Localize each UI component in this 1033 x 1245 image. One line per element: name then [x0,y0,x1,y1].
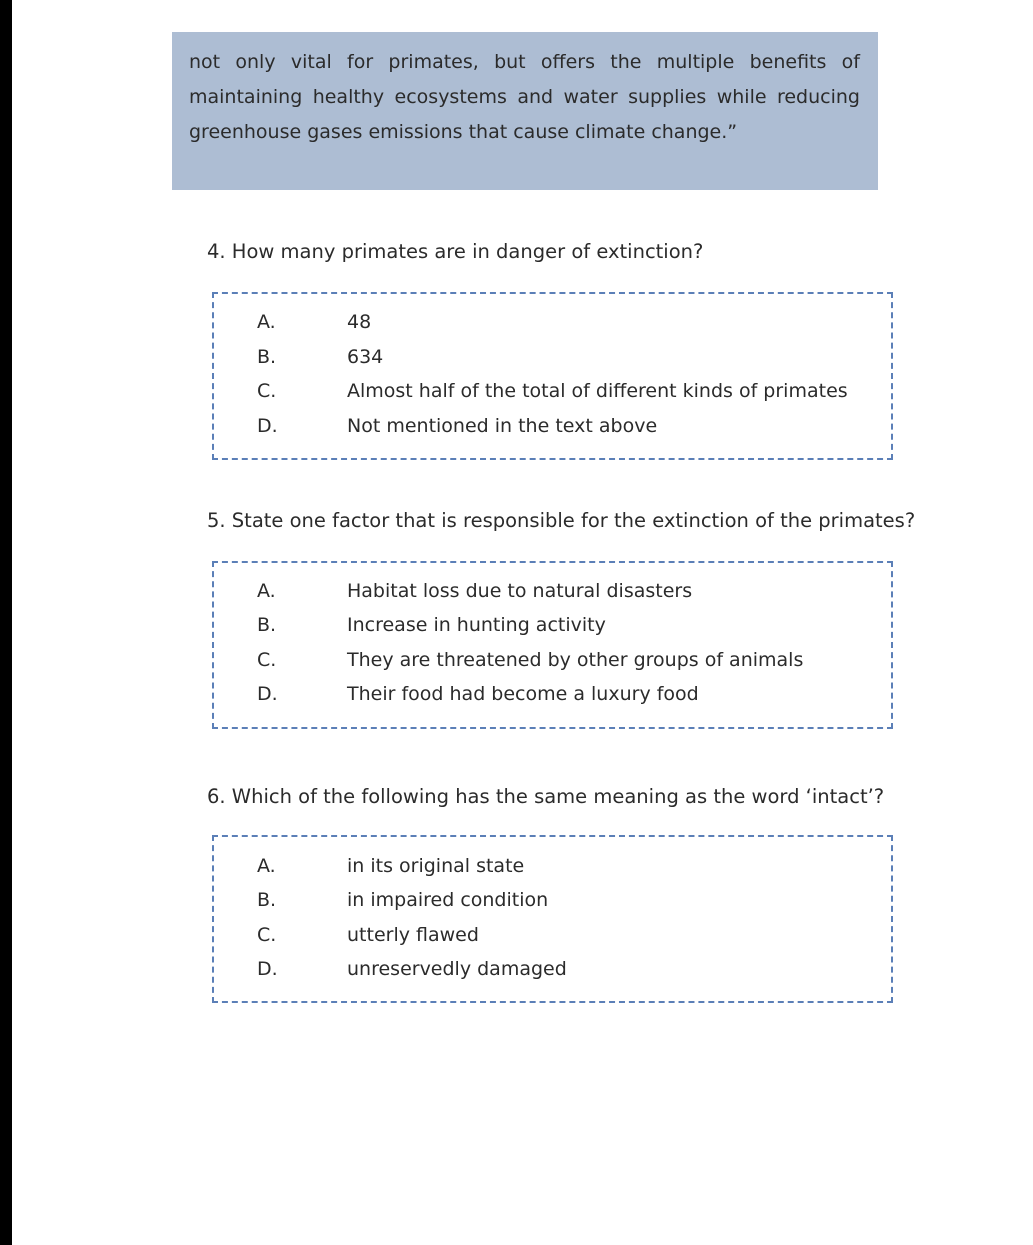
question-5-prompt: 5. State one factor that is responsible for the extinction of the primates? [207,509,916,532]
option-b[interactable] [214,346,891,376]
option-text: 634 [347,346,384,368]
option-d[interactable] [214,683,891,713]
option-letter: D. [257,415,278,437]
document-page [12,0,1033,1245]
option-text: in impaired condition [347,889,549,911]
option-letter: D. [257,683,278,705]
option-text: unreservedly damaged [347,958,567,980]
option-a[interactable] [214,855,891,885]
option-letter: D. [257,958,278,980]
option-text: Almost half of the total of different kinds of primates [347,380,848,402]
option-letter: C. [257,649,277,671]
option-text: Increase in hunting activity [347,614,606,636]
option-a[interactable] [214,580,891,610]
option-c[interactable] [214,924,891,954]
option-letter: C. [257,924,277,946]
question-6-options [212,835,893,1003]
option-b[interactable] [214,614,891,644]
option-text: Their food had become a luxury food [347,683,699,705]
option-letter: A. [257,311,276,333]
quote-text: not only vital for primates, but offers the multiple benefits of maintaining healthy ecosystems and water supplies while reducing greenhouse gases emissions that cause climate change.” [189,51,860,143]
option-letter: C. [257,380,277,402]
option-d[interactable] [214,415,891,445]
question-5-options [212,561,893,729]
option-letter: A. [257,855,276,877]
option-text: They are threatened by other groups of animals [347,649,804,671]
option-a[interactable] [214,311,891,341]
option-b[interactable] [214,889,891,919]
option-text: 48 [347,311,372,333]
option-text: utterly flawed [347,924,479,946]
question-4-prompt: 4. How many primates are in danger of extinction? [207,240,704,263]
option-letter: B. [257,346,277,368]
option-text: Habitat loss due to natural disasters [347,580,693,602]
option-letter: B. [257,614,277,636]
question-4-options [212,292,893,460]
option-text: in its original state [347,855,525,877]
option-text: Not mentioned in the text above [347,415,658,437]
option-d[interactable] [214,958,891,988]
question-6-prompt: 6. Which of the following has the same meaning as the word ‘intact’? [207,785,885,808]
option-c[interactable] [214,380,891,410]
option-letter: B. [257,889,277,911]
option-c[interactable] [214,649,891,679]
option-letter: A. [257,580,276,602]
quote-box [172,32,878,190]
